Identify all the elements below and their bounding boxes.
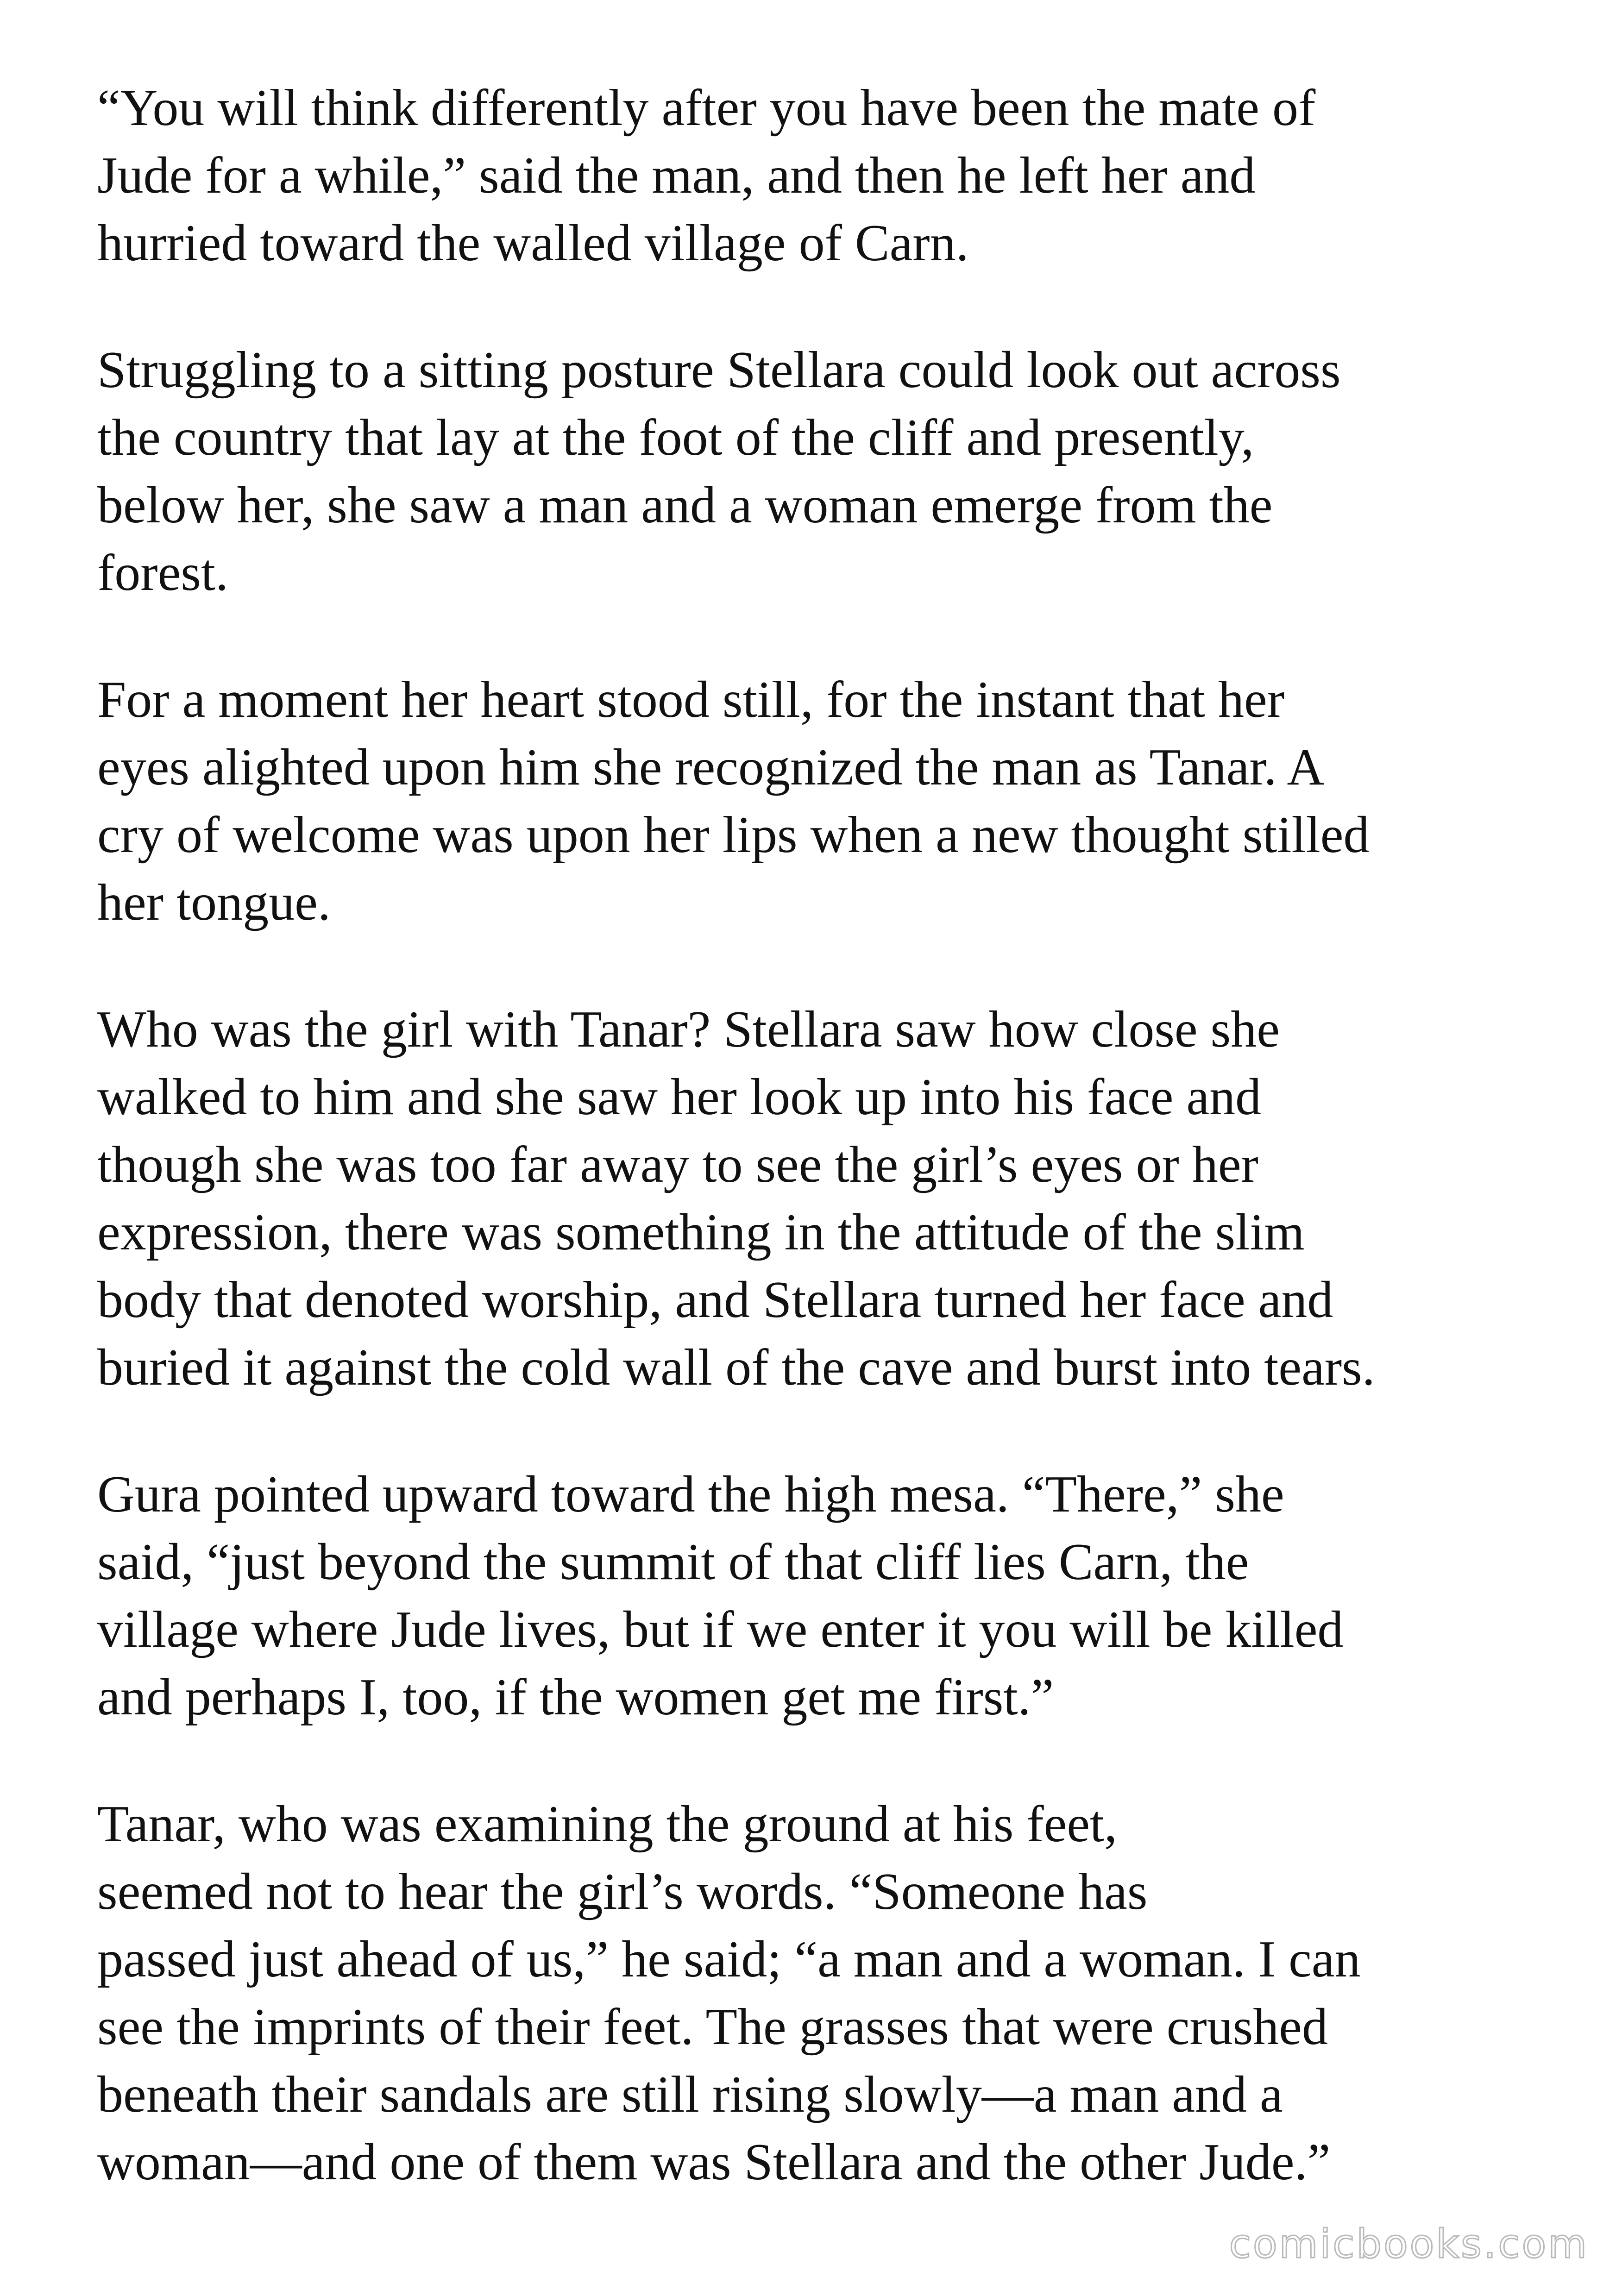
text-line: said, “just beyond the summit of that cliff lies Carn, the — [97, 1533, 1249, 1591]
text-line: the country that lay at the foot of the cliff and presently, — [97, 409, 1254, 466]
text-line: Who was the girl with Tanar? Stellara saw how close she — [97, 1001, 1280, 1058]
text-line: forest. — [97, 544, 229, 602]
text-line: buried it against the cold wall of the cave and burst into tears. — [97, 1339, 1375, 1396]
paragraph-1 — [97, 74, 1552, 277]
text-line: though she was too far away to see the girl’s eyes or her — [97, 1136, 1258, 1193]
text-line: woman—and one of them was Stellara and the other Jude.” — [97, 2133, 1331, 2191]
text-line: expression, there was something in the attitude of the slim — [97, 1204, 1305, 1261]
text-line: village where Jude lives, but if we enter it you will be killed — [97, 1601, 1344, 1658]
text-line: eyes alighted upon him she recognized the man as Tanar. A — [97, 739, 1325, 796]
text-line: “You will think differently after you have been the mate of — [97, 79, 1316, 137]
text-line: body that denoted worship, and Stellara turned her face and — [97, 1271, 1333, 1329]
text-line: and perhaps I, too, if the women get me first.” — [97, 1669, 1054, 1726]
paragraph-2 — [97, 336, 1552, 607]
text-line: For a moment her heart stood still, for the instant that her — [97, 671, 1284, 728]
text-line: see the imprints of their feet. The grasses that were crushed — [97, 1998, 1328, 2056]
text-line: cry of welcome was upon her lips when a new thought stilled — [97, 806, 1370, 864]
paragraph-6 — [97, 1790, 1552, 2196]
text-line: hurried toward the walled village of Carn. — [97, 214, 969, 272]
text-line: passed just ahead of us,” he said; “a man and a woman. I can — [97, 1931, 1361, 1988]
text-line: Jude for a while,” said the man, and then he left her and — [97, 147, 1256, 204]
text-line: walked to him and she saw her look up into his face and — [97, 1068, 1262, 1126]
text-line: Tanar, who was examining the ground at his feet, — [97, 1795, 1118, 1853]
text-line: beneath their sandals are still rising slowly—a man and a — [97, 2066, 1283, 2123]
text-line: her tongue. — [97, 874, 331, 931]
watermark: comicbooks.com — [1229, 2221, 1589, 2267]
text-line: Struggling to a sitting posture Stellara could look out across — [97, 341, 1341, 399]
paragraph-5 — [97, 1461, 1552, 1731]
text-line: seemed not to hear the girl’s words. “Someone has — [97, 1863, 1148, 1920]
paragraph-3 — [97, 666, 1552, 936]
paragraph-4 — [97, 996, 1552, 1401]
text-line: below her, she saw a man and a woman emerge from the — [97, 477, 1273, 534]
text-line: Gura pointed upward toward the high mesa. “There,” she — [97, 1466, 1284, 1523]
document-page — [97, 74, 1552, 2255]
